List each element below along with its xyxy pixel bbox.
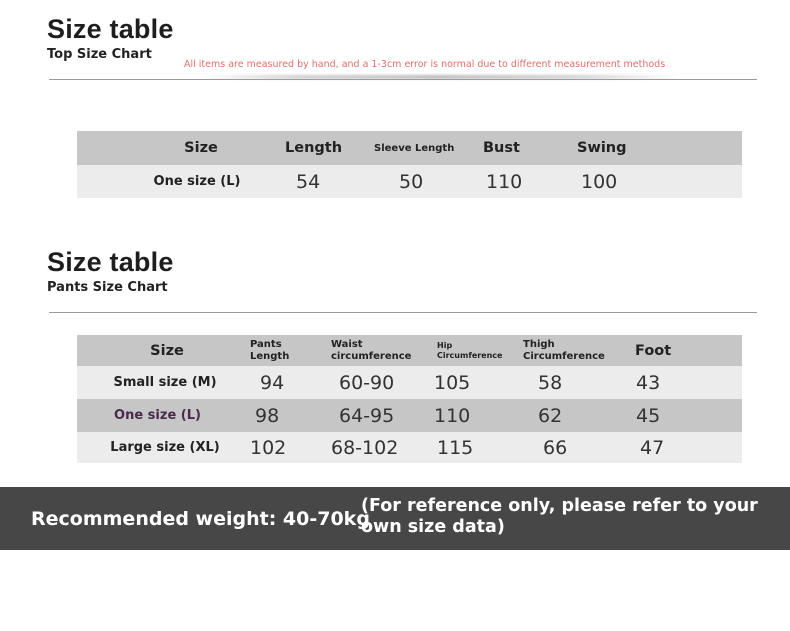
header-thigh-circumference: Thigh Circumference: [523, 338, 605, 362]
recommended-weight: Recommended weight: 40-70kg: [31, 507, 370, 530]
cell-pants-length: 94: [260, 371, 285, 394]
cell-hip: 105: [434, 371, 471, 394]
table-header-row: [77, 335, 742, 366]
cell-bust: 110: [486, 170, 523, 193]
pants-size-table: [77, 335, 742, 463]
header-size: Size: [150, 342, 184, 359]
header-pants-length: Pants Length: [250, 338, 290, 362]
cell-hip: 110: [434, 404, 471, 427]
cell-waist: 68-102: [331, 436, 399, 459]
cell-sleeve-length: 50: [399, 170, 424, 193]
header-bust: Bust: [483, 140, 520, 156]
cell-foot: 47: [640, 436, 665, 459]
cell-hip: 115: [437, 436, 474, 459]
header-size: Size: [184, 140, 218, 156]
table-header-row: [77, 131, 742, 165]
cell-pants-length: 98: [255, 404, 280, 427]
top-size-title: Size table: [47, 14, 174, 44]
cell-length: 54: [296, 170, 321, 193]
header-waist-circumference: Waist circumference: [331, 338, 412, 362]
cell-swing: 100: [581, 170, 618, 193]
top-size-table: [77, 131, 742, 198]
header-length: Length: [285, 140, 343, 156]
cell-thigh: 66: [543, 436, 568, 459]
cell-foot: 45: [636, 404, 661, 427]
pants-divider: [49, 312, 757, 313]
table-row: [77, 432, 742, 463]
cell-waist: 60-90: [339, 371, 395, 394]
recommendation-banner: [0, 487, 790, 550]
pants-size-subtitle: Pants Size Chart: [47, 280, 168, 295]
table-row: [77, 399, 742, 432]
pants-size-title: Size table: [47, 247, 174, 277]
row-size-label: Large size (XL): [110, 440, 220, 455]
reference-note: (For reference only, please refer to your own size data): [361, 496, 758, 537]
cell-waist: 64-95: [339, 404, 395, 427]
header-foot: Foot: [635, 342, 672, 359]
cell-thigh: 58: [538, 371, 563, 394]
row-size-label: Small size (M): [113, 375, 217, 390]
header-swing: Swing: [577, 140, 627, 156]
cell-pants-length: 102: [250, 436, 287, 459]
header-sleeve-length: Sleeve Length: [374, 142, 455, 154]
cell-foot: 43: [636, 371, 661, 394]
top-divider: [49, 79, 757, 80]
table-row: [77, 165, 742, 198]
row-size-label: One size (L): [153, 174, 241, 189]
cell-thigh: 62: [538, 404, 563, 427]
header-hip-circumference: Hip Circumference: [437, 340, 503, 360]
table-row: [77, 366, 742, 399]
measurement-note: All items are measured by hand, and a 1-3cm error is normal due to different measurement methods: [184, 59, 666, 70]
top-size-subtitle: Top Size Chart: [47, 47, 152, 62]
divider-smear: [200, 75, 680, 79]
row-size-label: One size (L): [114, 408, 201, 423]
